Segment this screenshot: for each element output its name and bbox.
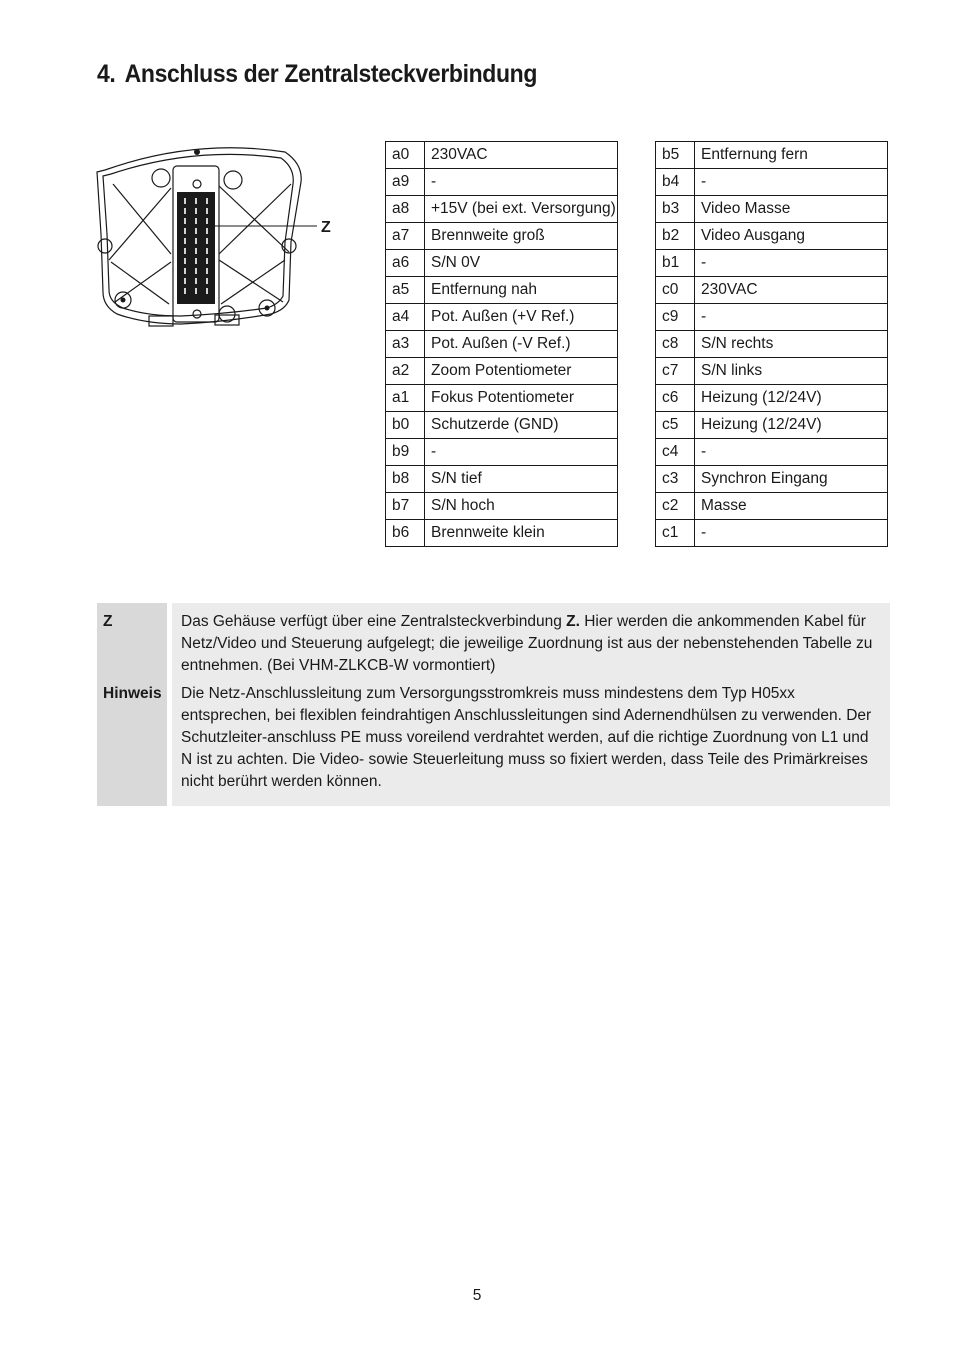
pin-code: c5 — [656, 412, 695, 439]
pin-row — [656, 358, 888, 385]
pin-code: b3 — [656, 196, 695, 223]
pin-function: - — [695, 169, 888, 196]
connector-housing-diagram — [95, 142, 345, 337]
pin-function: Video Ausgang — [695, 223, 888, 250]
pin-code: a5 — [386, 277, 425, 304]
pin-function: Brennweite klein — [425, 520, 618, 547]
pin-function: Entfernung fern — [695, 142, 888, 169]
pin-function: Entfernung nah — [425, 277, 618, 304]
pin-row — [386, 439, 618, 466]
pin-row — [386, 142, 618, 169]
pin-function: Heizung (12/24V) — [695, 412, 888, 439]
pin-function: Pot. Außen (+V Ref.) — [425, 304, 618, 331]
section-heading — [97, 60, 537, 89]
pin-function: - — [425, 169, 618, 196]
pin-code: c8 — [656, 331, 695, 358]
pin-row — [656, 439, 888, 466]
pin-code: a8 — [386, 196, 425, 223]
pin-function: Masse — [695, 493, 888, 520]
pin-code: b2 — [656, 223, 695, 250]
section-title: Anschluss der Zentralsteckverbindung — [124, 60, 538, 88]
pin-row — [386, 223, 618, 250]
info-z-text-end: Hier werden die ankommenden Kabel für Netz/Video und Steuerung aufgelegt; die jeweilige Zuordnung ist aus der nebenstehenden Tabelle zu entnehmen. (Bei VHM-ZLKCB-W vormontiert) — [181, 613, 873, 674]
pin-code: b4 — [656, 169, 695, 196]
pin-row — [656, 520, 888, 547]
pin-code: c9 — [656, 304, 695, 331]
pin-row — [386, 331, 618, 358]
pin-code: c2 — [656, 493, 695, 520]
pin-code: a6 — [386, 250, 425, 277]
pin-code: c0 — [656, 277, 695, 304]
pin-row — [386, 412, 618, 439]
pin-row — [656, 412, 888, 439]
pin-row — [656, 196, 888, 223]
pin-row — [656, 304, 888, 331]
pin-code: a4 — [386, 304, 425, 331]
pin-code: b7 — [386, 493, 425, 520]
pin-function: S/N 0V — [425, 250, 618, 277]
pin-row — [386, 493, 618, 520]
pin-code: a0 — [386, 142, 425, 169]
pin-function: S/N links — [695, 358, 888, 385]
pin-function: Synchron Eingang — [695, 466, 888, 493]
pin-code: b5 — [656, 142, 695, 169]
info-box — [97, 603, 890, 806]
pin-code: a9 — [386, 169, 425, 196]
info-text-column — [172, 603, 890, 806]
pin-code: a7 — [386, 223, 425, 250]
pin-code: b6 — [386, 520, 425, 547]
pin-row — [656, 250, 888, 277]
section-number: 4. — [97, 60, 116, 88]
pin-function: 230VAC — [425, 142, 618, 169]
pin-function: - — [695, 520, 888, 547]
pin-code: b8 — [386, 466, 425, 493]
pin-function: 230VAC — [695, 277, 888, 304]
pin-row — [656, 493, 888, 520]
pin-function: Zoom Potentiometer — [425, 358, 618, 385]
info-z-text — [181, 611, 881, 677]
pin-row — [386, 196, 618, 223]
pin-function: - — [695, 250, 888, 277]
page-number: 5 — [472, 1287, 482, 1304]
pin-function: Schutzerde (GND) — [425, 412, 618, 439]
pin-table-right-body — [656, 142, 888, 547]
pin-row — [386, 520, 618, 547]
pin-row — [656, 223, 888, 250]
pin-function: +15V (bei ext. Versorgung) — [425, 196, 618, 223]
pin-row — [656, 169, 888, 196]
pin-row — [656, 277, 888, 304]
pin-row — [386, 277, 618, 304]
info-hinweis-label: Hinweis — [103, 685, 162, 702]
pin-code: b0 — [386, 412, 425, 439]
pin-code: c3 — [656, 466, 695, 493]
pin-row — [386, 385, 618, 412]
pin-code: a3 — [386, 331, 425, 358]
pin-table-left-body — [386, 142, 618, 547]
pin-function: Brennweite groß — [425, 223, 618, 250]
pin-row — [386, 169, 618, 196]
pin-assignment-table-right — [655, 141, 888, 547]
pin-row — [386, 358, 618, 385]
pin-code: b9 — [386, 439, 425, 466]
callout-z-label: Z — [321, 219, 331, 236]
pin-row — [656, 331, 888, 358]
pin-assignment-table-left — [385, 141, 618, 547]
pin-function: Video Masse — [695, 196, 888, 223]
pin-function: S/N hoch — [425, 493, 618, 520]
pin-row — [656, 466, 888, 493]
info-z-text-bold: Z. — [566, 613, 580, 630]
pin-row — [656, 142, 888, 169]
pin-code: c6 — [656, 385, 695, 412]
pin-function: Heizung (12/24V) — [695, 385, 888, 412]
info-hinweis-text: Die Netz-Anschlussleitung zum Versorgungsstromkreis muss mindestens dem Typ H05xx entsprechen, bei flexiblen feindrahtigen Anschlussleitungen sind Adernendhülsen zu verwenden. Der Schutzleiter-anschluss PE muss voreilend verdrahtet werden, auf die richtige Zuordnung von L1 und N ist zu achten. Die Video- sowie Steuerleitung muss so fixiert werden, dass Teile des Primärkreises nicht berührt werden können. — [181, 685, 872, 790]
pin-code: c1 — [656, 520, 695, 547]
pin-code: c4 — [656, 439, 695, 466]
pin-row — [386, 466, 618, 493]
pin-function: - — [695, 304, 888, 331]
info-z-text-start: Das Gehäuse verfügt über eine Zentralsteckverbindung — [181, 613, 567, 630]
pin-row — [386, 304, 618, 331]
pin-function: Fokus Potentiometer — [425, 385, 618, 412]
pin-function: - — [425, 439, 618, 466]
pin-code: a1 — [386, 385, 425, 412]
pin-row — [386, 250, 618, 277]
pin-code: b1 — [656, 250, 695, 277]
pin-code: c7 — [656, 358, 695, 385]
info-z-label: Z — [103, 613, 113, 630]
pin-function: Pot. Außen (-V Ref.) — [425, 331, 618, 358]
pin-code: a2 — [386, 358, 425, 385]
pin-function: - — [695, 439, 888, 466]
pin-function: S/N tief — [425, 466, 618, 493]
pin-row — [656, 385, 888, 412]
pin-function: S/N rechts — [695, 331, 888, 358]
info-label-column — [97, 603, 167, 806]
